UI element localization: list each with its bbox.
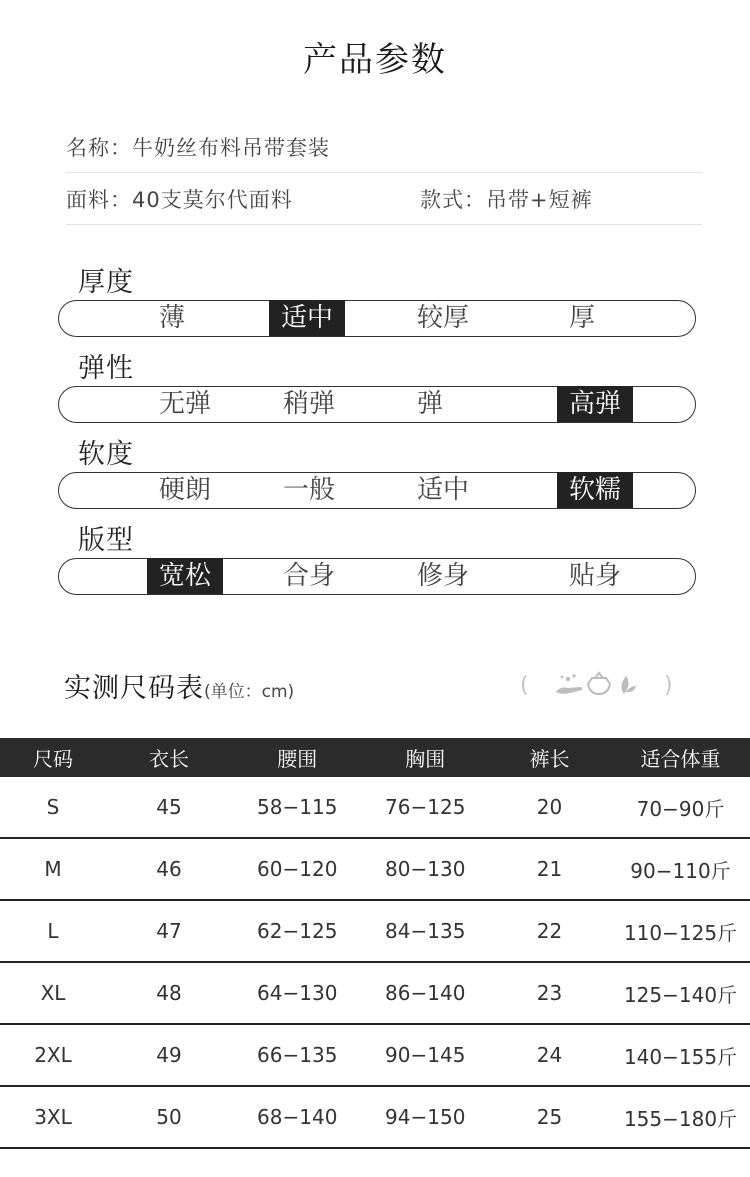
svg-text:(: ( (520, 673, 529, 698)
table-cell: 23 (488, 962, 611, 1024)
table-row (0, 838, 750, 900)
softness-label: 软度 (78, 439, 134, 470)
elasticity-option: 稍弹 (283, 389, 336, 419)
table-cell: M (0, 838, 106, 900)
column-header: 尺码 (0, 738, 106, 777)
column-header: 腰围 (232, 738, 363, 777)
table-cell: 21 (488, 838, 611, 900)
table-cell: 94−150 (363, 1086, 489, 1148)
thickness-option: 较厚 (417, 303, 470, 333)
name-label: 名称： (66, 136, 132, 160)
table-cell: 47 (106, 900, 232, 962)
table-cell: 66−135 (232, 1024, 363, 1086)
table-cell: 90−110斤 (611, 838, 750, 900)
table-cell: 20 (488, 777, 611, 838)
table-cell: 60−120 (232, 838, 363, 900)
fit-label: 版型 (78, 525, 134, 556)
column-header: 适合体重 (611, 738, 750, 777)
table-cell: 64−130 (232, 962, 363, 1024)
table-cell: 155−180斤 (611, 1086, 750, 1148)
size-chart-title (64, 666, 294, 705)
table-cell: 3XL (0, 1086, 106, 1148)
softness-option: 一般 (283, 475, 336, 505)
fabric-value: 40支莫尔代面料 (132, 188, 293, 212)
table-cell: 86−140 (363, 962, 489, 1024)
table-row (0, 777, 750, 838)
info-row-fabric (66, 176, 702, 225)
table-cell: 45 (106, 777, 232, 838)
name-value: 牛奶丝布料吊带套装 (132, 136, 330, 160)
softness-option: 适中 (417, 475, 470, 505)
table-cell: XL (0, 962, 106, 1024)
elasticity-option: 高弹 (557, 386, 633, 422)
table-cell: 80−130 (363, 838, 489, 900)
elasticity-label: 弹性 (78, 353, 134, 384)
page-title: 产品参数 (303, 40, 447, 80)
table-cell: 140−155斤 (611, 1024, 750, 1086)
table-cell: 90−145 (363, 1024, 489, 1086)
table-cell: 125−140斤 (611, 962, 750, 1024)
size-chart-unit: (单位：cm) (204, 682, 295, 702)
thickness-scale (58, 300, 696, 337)
table-cell: 58−115 (232, 777, 363, 838)
size-table-header (0, 738, 750, 777)
size-table-body (0, 777, 750, 1148)
elasticity-option: 弹 (417, 389, 444, 419)
table-cell: 76−125 (363, 777, 489, 838)
table-row (0, 1086, 750, 1148)
table-cell: S (0, 777, 106, 838)
table-row (0, 900, 750, 962)
column-header: 裤长 (488, 738, 611, 777)
column-header: 衣长 (106, 738, 232, 777)
table-cell: 110−125斤 (611, 900, 750, 962)
table-cell: 49 (106, 1024, 232, 1086)
table-cell: 24 (488, 1024, 611, 1086)
info-row-name (66, 124, 702, 173)
style-value: 吊带+短裤 (486, 188, 593, 212)
elasticity-option: 无弹 (159, 389, 212, 419)
svg-text:): ) (664, 673, 673, 698)
table-row (0, 962, 750, 1024)
softness-option: 软糯 (557, 472, 633, 508)
table-cell: L (0, 900, 106, 962)
table-cell: 46 (106, 838, 232, 900)
thickness-label: 厚度 (78, 267, 134, 298)
thickness-option: 厚 (569, 303, 596, 333)
table-row (0, 1024, 750, 1086)
table-cell: 62−125 (232, 900, 363, 962)
leaf-icon (621, 676, 636, 694)
table-cell: 50 (106, 1086, 232, 1148)
table-cell: 22 (488, 900, 611, 962)
elasticity-scale (58, 386, 696, 423)
thickness-option: 薄 (159, 303, 186, 333)
wash-bag-icon (588, 673, 610, 694)
care-icons (518, 668, 678, 702)
hand-wash-icon (556, 674, 582, 693)
table-cell: 70−90斤 (611, 777, 750, 838)
fit-option: 宽松 (147, 558, 223, 594)
table-cell: 84−135 (363, 900, 489, 962)
size-table (0, 738, 750, 1149)
fit-option: 合身 (283, 561, 336, 591)
fabric-label: 面料： (66, 188, 132, 212)
table-cell: 2XL (0, 1024, 106, 1086)
thickness-option: 适中 (269, 300, 345, 336)
table-cell: 25 (488, 1086, 611, 1148)
column-header: 胸围 (363, 738, 489, 777)
table-cell: 48 (106, 962, 232, 1024)
size-chart-heading: 实测尺码表 (64, 673, 204, 704)
style-label: 款式： (420, 188, 486, 212)
table-cell: 68−140 (232, 1086, 363, 1148)
softness-option: 硬朗 (159, 475, 212, 505)
softness-scale (58, 472, 696, 509)
fit-option: 贴身 (569, 561, 622, 591)
fit-option: 修身 (417, 561, 470, 591)
fit-scale (58, 558, 696, 595)
